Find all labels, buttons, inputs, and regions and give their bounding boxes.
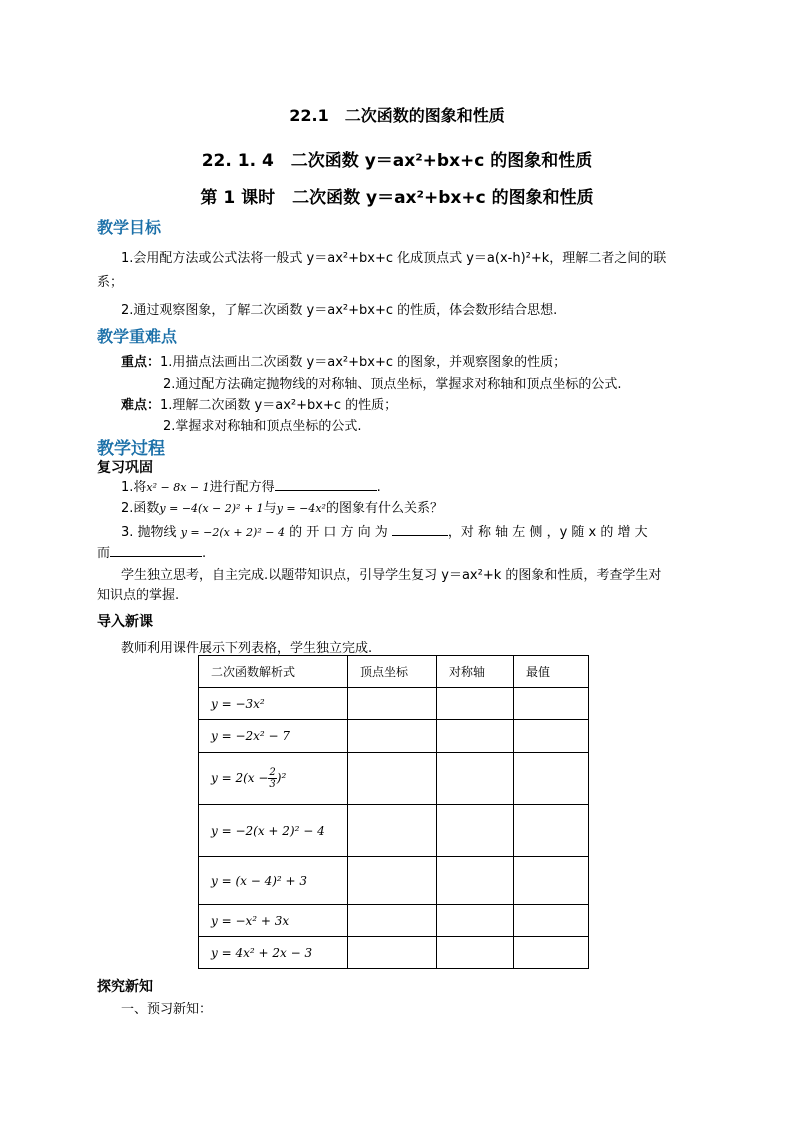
explore-item-1: 一、预习新知： xyxy=(121,1002,213,1017)
r1-end: . xyxy=(376,480,381,495)
vertex-cell xyxy=(348,857,437,905)
header-expression: 二次函数解析式 xyxy=(199,656,348,688)
goals-heading: 教学目标 xyxy=(97,218,162,237)
answer-blank xyxy=(275,478,377,491)
table-header-row xyxy=(199,656,589,688)
r2-math2: y = −4x² xyxy=(276,502,326,515)
expression-cell: y = −x² + 3x xyxy=(199,905,348,937)
r2-pre: 2.函数 xyxy=(121,501,160,516)
difficulty-point-2: 2.掌握求对称轴和顶点坐标的公式. xyxy=(163,419,362,434)
r3-pre: 3. 抛物线 xyxy=(121,525,177,540)
axis-cell xyxy=(437,805,514,857)
intro-text: 教师利用课件展示下列表格，学生独立完成. xyxy=(121,641,373,656)
header-extremum: 最值 xyxy=(514,656,589,688)
vertex-cell xyxy=(348,805,437,857)
expression-cell: y = −2x² − 7 xyxy=(199,720,348,753)
review-heading: 复习巩固 xyxy=(97,460,153,476)
header-vertex: 顶点坐标 xyxy=(348,656,437,688)
review-question-3-cont xyxy=(97,542,206,561)
main-title: 22.1 二次函数的图象和性质 xyxy=(289,106,505,125)
key-point-2: 2.通过配方法确定抛物线的对称轴、顶点坐标，掌握求对称轴和顶点坐标的公式. xyxy=(163,377,622,392)
vertex-cell xyxy=(348,753,437,805)
fraction-numerator: 2 xyxy=(269,767,276,778)
table-row xyxy=(199,857,589,905)
extremum-cell xyxy=(514,753,589,805)
lesson-title: 第 1 课时 二次函数 y＝ax²+bx+c 的图象和性质 xyxy=(200,188,594,208)
goal-item-1-cont: 系； xyxy=(97,275,124,290)
fraction-denominator: 3 xyxy=(269,779,276,790)
r3-a: 的 开 口 方 向 为 xyxy=(289,525,388,540)
expr-post: )² xyxy=(276,771,287,785)
r1-post: 进行配方得 xyxy=(209,480,275,495)
extremum-cell xyxy=(514,720,589,753)
axis-cell xyxy=(437,937,514,969)
axis-cell xyxy=(437,753,514,805)
table-row xyxy=(199,937,589,969)
table-row xyxy=(199,688,589,720)
process-heading: 教学过程 xyxy=(97,439,165,459)
table-row xyxy=(199,905,589,937)
key-heading: 教学重难点 xyxy=(97,327,178,346)
review-note: 学生独立思考，自主完成.以题带知识点，引导学生复习 y＝ax²+k 的图象和性质，考查学生对 xyxy=(121,568,662,583)
vertex-cell xyxy=(348,688,437,720)
axis-cell xyxy=(437,720,514,753)
vertex-cell xyxy=(348,937,437,969)
r2-post: 的图象有什么关系？ xyxy=(325,501,443,516)
r2-math1: y = −4(x − 2)² + 1 xyxy=(159,502,264,515)
difficulty-point-1-text: 1.理解二次函数 y＝ax²+bx+c 的性质； xyxy=(160,398,398,413)
answer-blank xyxy=(392,523,448,536)
difficulty-point-1 xyxy=(121,394,397,413)
table-row xyxy=(199,805,589,857)
table-row xyxy=(199,753,589,805)
expression-cell: y = (x − 4)² + 3 xyxy=(199,857,348,905)
expr-pre: y = 2(x − xyxy=(211,771,269,785)
answer-blank xyxy=(110,544,202,557)
expression-cell: y = −3x² xyxy=(199,688,348,720)
axis-cell xyxy=(437,905,514,937)
expression-cell xyxy=(199,753,348,805)
intro-heading: 导入新课 xyxy=(97,614,153,630)
vertex-cell xyxy=(348,720,437,753)
extremum-cell xyxy=(514,937,589,969)
review-question-1 xyxy=(121,476,381,495)
expression-cell: y = 4x² + 2x − 3 xyxy=(199,937,348,969)
explore-heading: 探究新知 xyxy=(97,979,153,995)
header-axis: 对称轴 xyxy=(437,656,514,688)
expression-cell: y = −2(x + 2)² − 4 xyxy=(199,805,348,857)
r1-math: x² − 8x − 1 xyxy=(146,481,210,494)
key-point-1 xyxy=(121,351,566,370)
extremum-cell xyxy=(514,905,589,937)
r3-math: y = −2(x + 2)² − 4 xyxy=(180,526,285,539)
extremum-cell xyxy=(514,857,589,905)
difficulty-label: 难点： xyxy=(121,398,161,413)
key-label: 重点： xyxy=(121,355,161,370)
r3-b: ，对 称 轴 左 侧 ，y 随 x 的 增 大 xyxy=(447,525,648,540)
table-row xyxy=(199,720,589,753)
review-note-cont: 知识点的掌握. xyxy=(97,588,180,603)
axis-cell xyxy=(437,688,514,720)
goal-item-2: 2.通过观察图象，了解二次函数 y＝ax²+bx+c 的性质，体会数形结合思想. xyxy=(121,303,558,318)
section-title: 22. 1. 4 二次函数 y＝ax²+bx+c 的图象和性质 xyxy=(201,151,593,171)
r1-pre: 1.将 xyxy=(121,480,147,495)
r3-c: 而 xyxy=(97,546,111,561)
goal-item-1: 1.会用配方法或公式法将一般式 y＝ax²+bx+c 化成顶点式 y＝a(x-h)²+k，理解二者之间的联 xyxy=(121,251,667,266)
extremum-cell xyxy=(514,805,589,857)
axis-cell xyxy=(437,857,514,905)
extremum-cell xyxy=(514,688,589,720)
r2-mid: 与 xyxy=(263,501,277,516)
fraction xyxy=(268,767,276,790)
review-question-2 xyxy=(121,497,443,516)
key-point-1-text: 1.用描点法画出二次函数 y＝ax²+bx+c 的图象，并观察图象的性质； xyxy=(160,355,567,370)
review-question-3 xyxy=(121,521,648,540)
r3-end: . xyxy=(202,546,207,561)
function-table xyxy=(198,655,589,969)
vertex-cell xyxy=(348,905,437,937)
